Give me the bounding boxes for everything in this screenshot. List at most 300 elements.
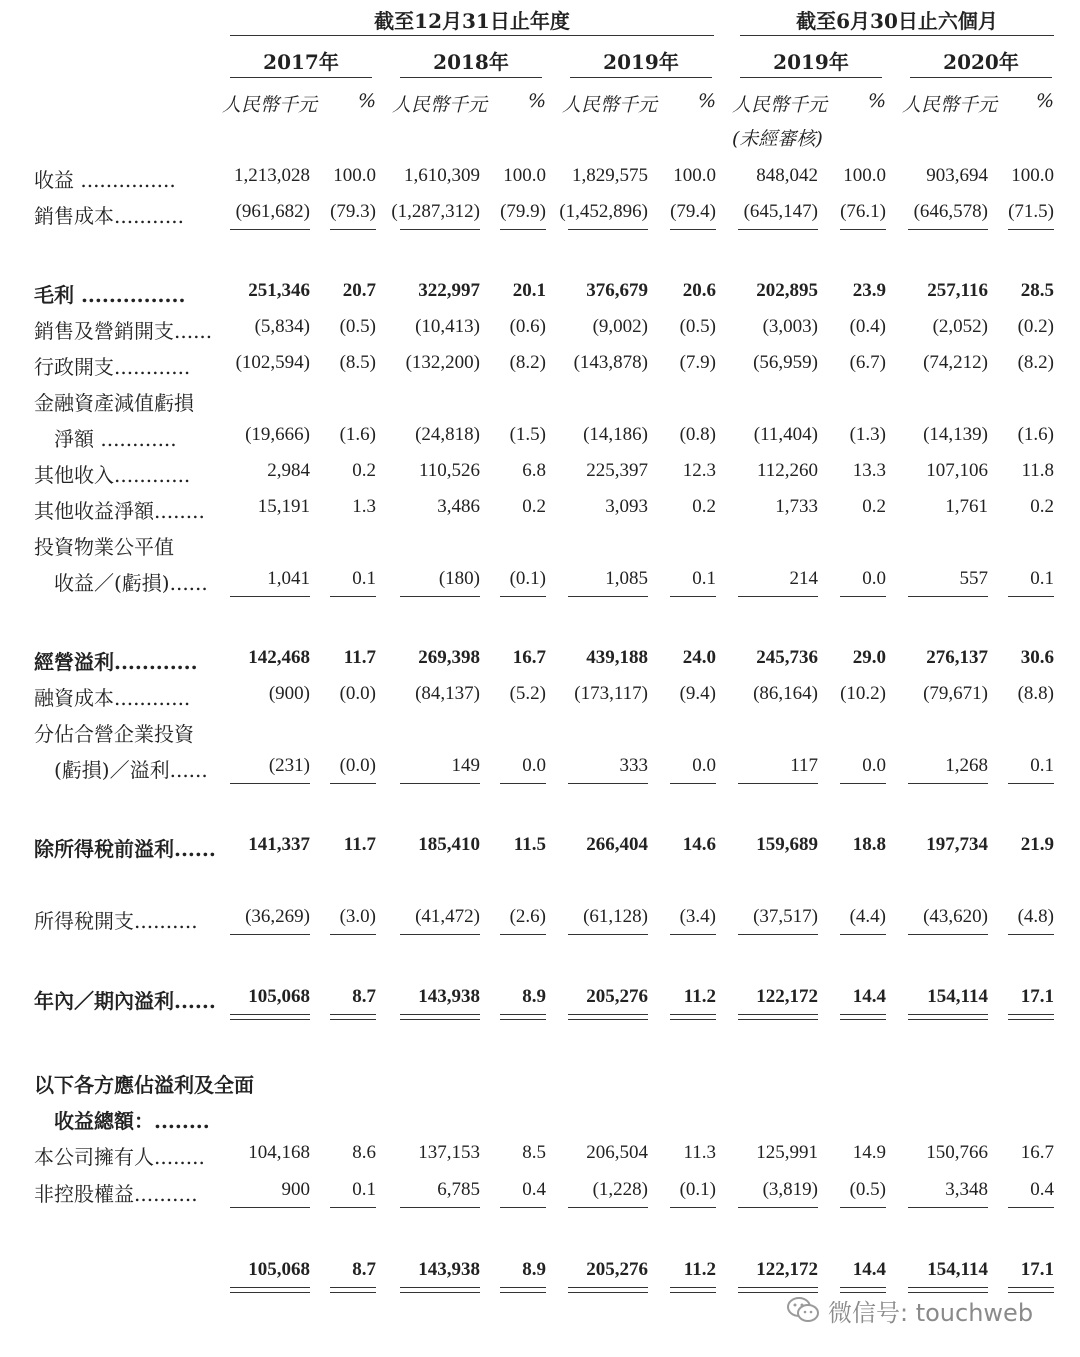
cell-percent: 100.0 [673,165,716,186]
row-label: 行政開支............ [34,355,191,379]
subtotal-rule [500,783,546,784]
cell-percent: 14.6 [682,834,716,855]
total-double-rule [840,1014,886,1015]
cell-amount: 112,260 [756,460,818,481]
total-double-rule [330,1019,376,1020]
total-double-rule [500,1287,546,1288]
cell-amount: 557 [959,568,988,589]
cell-amount: 439,188 [586,647,648,668]
cell-percent: 0.1 [1030,568,1054,589]
unit-amount-header: 人民幣千元 [732,94,828,116]
cell-percent: (3.0) [339,906,376,927]
cell-percent: (7.9) [679,352,716,373]
cell-percent: 11.7 [343,647,376,668]
subtotal-rule [670,783,716,784]
subtotal-rule [568,596,648,597]
total-double-rule [670,1019,716,1020]
cell-amount: 154,114 [927,986,988,1007]
cell-percent: (79.9) [500,201,546,222]
cell-percent: (0.2) [1017,316,1054,337]
cell-amount: 322,997 [418,280,480,301]
cell-amount: 110,526 [418,460,480,481]
cell-amount: 276,137 [926,647,988,668]
cell-percent: 11.3 [683,1142,716,1163]
cell-percent: (10.2) [840,683,886,704]
cell-amount: 143,938 [418,986,480,1007]
cell-percent: 0.0 [522,755,546,776]
cell-amount: 1,041 [267,568,310,589]
cell-percent: (0.5) [679,316,716,337]
cell-amount: (56,959) [753,352,818,373]
cell-percent: (76.1) [840,201,886,222]
total-double-rule [230,1292,310,1293]
cell-amount: 1,085 [605,568,648,589]
cell-percent: (9.4) [679,683,716,704]
total-double-rule [330,1014,376,1015]
subtotal-rule [1008,783,1054,784]
cell-amount: (961,682) [235,201,310,222]
subtotal-rule [400,596,480,597]
cell-amount: 257,116 [927,280,988,301]
cell-amount: 197,734 [926,834,988,855]
total-double-rule [670,1287,716,1288]
row-label: 收益總額：........ [34,1109,210,1133]
cell-percent: (0.1) [679,1179,716,1200]
cell-percent: 100.0 [333,165,376,186]
cell-amount: 125,991 [756,1142,818,1163]
subtotal-rule [230,934,310,935]
cell-percent: 29.0 [852,647,886,668]
total-double-rule [568,1014,648,1015]
subtotal-rule [1008,229,1054,230]
total-double-rule [400,1287,480,1288]
subtotal-rule [670,229,716,230]
cell-percent: (79.3) [330,201,376,222]
cell-percent: 0.2 [862,496,886,517]
cell-amount: (74,212) [923,352,988,373]
cell-percent: 8.5 [522,1142,546,1163]
row-label: 所得稅開支.......... [34,909,198,933]
cell-amount: (10,413) [415,316,480,337]
year-header: 2019年 [773,50,849,74]
subtotal-rule [840,596,886,597]
cell-amount: 202,895 [756,280,818,301]
cell-amount: (79,671) [923,683,988,704]
subtotal-rule [400,783,480,784]
unaudited-note: (未經審核) [732,128,823,150]
cell-amount: 107,106 [926,460,988,481]
total-double-rule [670,1292,716,1293]
cell-percent: (1.6) [339,424,376,445]
subtotal-rule [670,934,716,935]
year-header-underline [570,77,712,78]
subtotal-rule [568,783,648,784]
year-header-underline [230,77,372,78]
subtotal-rule [840,229,886,230]
cell-percent: 24.0 [682,647,716,668]
total-double-rule [840,1019,886,1020]
group-header-annual-underline [230,35,714,36]
cell-amount: 142,468 [248,647,310,668]
cell-percent: 11.5 [513,834,546,855]
cell-amount: (14,139) [923,424,988,445]
row-label: (虧損)／溢利...... [34,758,208,782]
cell-percent: 0.4 [1030,1179,1054,1200]
subtotal-rule [1008,596,1054,597]
row-label: 非控股權益.......... [34,1182,198,1206]
cell-percent: (2.6) [509,906,546,927]
cell-percent: (0.4) [849,316,886,337]
year-header-underline [910,77,1052,78]
cell-percent: 0.0 [692,755,716,776]
cell-percent: 0.2 [1030,496,1054,517]
subtotal-rule [400,1207,480,1208]
subtotal-rule [330,934,376,935]
wechat-icon [786,1295,820,1325]
cell-amount: 225,397 [586,460,648,481]
cell-amount: 149 [451,755,480,776]
cell-percent: 11.2 [683,1259,716,1280]
year-header-underline [400,77,542,78]
row-label: 本公司擁有人........ [34,1145,205,1169]
total-double-rule [400,1019,480,1020]
cell-percent: 17.1 [1020,1259,1054,1280]
row-label: 以下各方應佔溢利及全面 [34,1073,254,1097]
cell-amount: 122,172 [756,986,818,1007]
cell-percent: (1.6) [1017,424,1054,445]
cell-amount: 1,213,028 [234,165,310,186]
row-label: 年內／期內溢利...... [34,989,216,1013]
cell-percent: 0.1 [352,568,376,589]
cell-percent: (8.8) [1017,683,1054,704]
total-double-rule [568,1019,648,1020]
cell-percent: 100.0 [1011,165,1054,186]
cell-percent: 0.2 [692,496,716,517]
cell-amount: (132,200) [405,352,480,373]
total-double-rule [500,1014,546,1015]
row-label: 金融資產減值虧損 [34,391,194,415]
cell-amount: 185,410 [418,834,480,855]
row-label: 融資成本............ [34,686,191,710]
total-double-rule [908,1287,988,1288]
subtotal-rule [670,1207,716,1208]
cell-percent: 0.1 [352,1179,376,1200]
cell-amount: 1,268 [945,755,988,776]
unit-amount-header: 人民幣千元 [562,94,658,116]
subtotal-rule [230,783,310,784]
cell-amount: 251,346 [248,280,310,301]
cell-percent: (6.7) [849,352,886,373]
subtotal-rule [330,783,376,784]
cell-amount: 117 [790,755,818,776]
row-label: 經營溢利............ [34,650,198,674]
cell-percent: 100.0 [503,165,546,186]
subtotal-rule [908,596,988,597]
cell-amount: (173,117) [574,683,648,704]
subtotal-rule [400,229,480,230]
cell-amount: (24,818) [415,424,480,445]
total-double-rule [738,1287,818,1288]
group-header-half: 截至6月30日止六個月 [796,9,998,33]
cell-percent: 8.9 [522,1259,546,1280]
total-double-rule [230,1287,310,1288]
row-label: 投資物業公平值 [34,535,174,559]
cell-percent: 8.6 [352,1142,376,1163]
total-double-rule [230,1019,310,1020]
cell-percent: 14.9 [852,1142,886,1163]
subtotal-rule [1008,934,1054,935]
unit-percent-header: % [527,90,546,112]
cell-amount: 3,093 [605,496,648,517]
cell-amount: (1,287,312) [391,201,480,222]
cell-amount: 205,276 [586,1259,648,1280]
subtotal-rule [400,934,480,935]
total-double-rule [840,1287,886,1288]
cell-percent: (1.5) [509,424,546,445]
cell-amount: 1,733 [775,496,818,517]
cell-amount: 3,348 [945,1179,988,1200]
total-double-rule [670,1014,716,1015]
cell-percent: 8.7 [352,1259,376,1280]
group-header-half-underline [740,35,1054,36]
cell-percent: 11.2 [683,986,716,1007]
cell-percent: 16.7 [1020,1142,1054,1163]
unit-amount-header: 人民幣千元 [392,94,488,116]
subtotal-rule [568,229,648,230]
cell-percent: 20.7 [342,280,376,301]
subtotal-rule [908,783,988,784]
cell-amount: (36,269) [245,906,310,927]
subtotal-rule [230,229,310,230]
total-double-rule [908,1019,988,1020]
total-double-rule [738,1014,818,1015]
subtotal-rule [908,229,988,230]
total-double-rule [568,1292,648,1293]
group-header-annual: 截至12月31日止年度 [374,9,570,33]
cell-percent: (79.4) [670,201,716,222]
cell-amount: 900 [281,1179,310,1200]
cell-percent: (0.5) [849,1179,886,1200]
cell-percent: (0.1) [509,568,546,589]
cell-percent: 8.7 [352,986,376,1007]
subtotal-rule [230,1207,310,1208]
row-label: 分佔合營企業投資 [34,722,194,746]
cell-percent: 8.9 [522,986,546,1007]
cell-amount: (102,594) [235,352,310,373]
cell-percent: (0.5) [339,316,376,337]
cell-amount: 205,276 [586,986,648,1007]
cell-amount: 150,766 [926,1142,988,1163]
cell-percent: 14.4 [852,986,886,1007]
cell-percent: (8.5) [339,352,376,373]
cell-percent: 16.7 [512,647,546,668]
cell-amount: (43,620) [923,906,988,927]
cell-amount: (2,052) [932,316,988,337]
unit-percent-header: % [697,90,716,112]
cell-amount: 214 [789,568,818,589]
cell-amount: 1,761 [945,496,988,517]
subtotal-rule [670,596,716,597]
cell-amount: 206,504 [586,1142,648,1163]
subtotal-rule [738,934,818,935]
cell-amount: 122,172 [756,1259,818,1280]
cell-amount: 266,404 [586,834,648,855]
cell-amount: (180) [438,568,480,589]
cell-percent: 14.4 [852,1259,886,1280]
cell-amount: (1,228) [592,1179,648,1200]
total-double-rule [230,1014,310,1015]
subtotal-rule [840,1207,886,1208]
row-label: 收益／(虧損)...... [34,571,208,595]
cell-percent: (5.2) [509,683,546,704]
cell-amount: (86,164) [753,683,818,704]
cell-amount: (231) [268,755,310,776]
cell-amount: 1,829,575 [572,165,648,186]
subtotal-rule [908,934,988,935]
cell-amount: 2,984 [267,460,310,481]
row-label: 銷售成本........... [34,204,184,228]
total-double-rule [500,1019,546,1020]
cell-percent: 13.3 [852,460,886,481]
cell-amount: (37,517) [753,906,818,927]
cell-amount: 269,398 [418,647,480,668]
row-label: 其他收入............ [34,463,191,487]
cell-percent: 30.6 [1020,647,1054,668]
cell-percent: 11.8 [1021,460,1054,481]
total-double-rule [1008,1014,1054,1015]
cell-percent: (0.0) [339,683,376,704]
subtotal-rule [840,934,886,935]
cell-amount: 159,689 [756,834,818,855]
cell-amount: (84,137) [415,683,480,704]
watermark [786,1290,1056,1330]
cell-percent: 20.6 [682,280,716,301]
cell-percent: 18.8 [852,834,886,855]
cell-amount: 15,191 [257,496,310,517]
cell-percent: 0.2 [352,460,376,481]
cell-percent: (4.8) [1017,906,1054,927]
unit-percent-header: % [867,90,886,112]
cell-amount: (61,128) [583,906,648,927]
cell-amount: 104,168 [248,1142,310,1163]
year-header: 2018年 [433,50,509,74]
cell-percent: 20.1 [512,280,546,301]
cell-amount: 6,785 [437,1179,480,1200]
row-label: 其他收益淨額........ [34,499,205,523]
cell-percent: 0.4 [522,1179,546,1200]
cell-amount: 245,736 [756,647,818,668]
subtotal-rule [330,1207,376,1208]
total-double-rule [738,1019,818,1020]
row-label: 銷售及營銷開支...... [34,319,213,343]
cell-amount: 143,938 [418,1259,480,1280]
total-double-rule [908,1014,988,1015]
cell-amount: (3,819) [762,1179,818,1200]
cell-amount: 333 [619,755,648,776]
total-double-rule [500,1292,546,1293]
total-double-rule [330,1287,376,1288]
row-label: 收益 ............... [34,168,176,192]
cell-amount: (11,404) [753,424,818,445]
subtotal-rule [738,596,818,597]
unit-amount-header: 人民幣千元 [902,94,998,116]
year-header: 2020年 [943,50,1019,74]
cell-amount: (9,002) [592,316,648,337]
cell-amount: (143,878) [573,352,648,373]
cell-percent: 21.9 [1020,834,1054,855]
unit-percent-header: % [357,90,376,112]
total-double-rule [330,1292,376,1293]
cell-percent: 0.0 [862,755,886,776]
subtotal-rule [568,1207,648,1208]
cell-percent: (8.2) [1017,352,1054,373]
cell-amount: 154,114 [927,1259,988,1280]
subtotal-rule [500,229,546,230]
cell-amount: 903,694 [926,165,988,186]
subtotal-rule [1008,1207,1054,1208]
cell-percent: 1.3 [352,496,376,517]
total-double-rule [1008,1287,1054,1288]
subtotal-rule [230,596,310,597]
cell-amount: 3,486 [437,496,480,517]
cell-amount: (645,147) [743,201,818,222]
year-header: 2019年 [603,50,679,74]
subtotal-rule [840,783,886,784]
subtotal-rule [330,596,376,597]
cell-amount: 1,610,309 [404,165,480,186]
cell-amount: (646,578) [913,201,988,222]
cell-percent: 0.2 [522,496,546,517]
cell-percent: 0.0 [862,568,886,589]
cell-percent: (1.3) [849,424,886,445]
cell-amount: 848,042 [756,165,818,186]
unit-percent-header: % [1035,90,1054,112]
cell-percent: (71.5) [1008,201,1054,222]
unit-amount-header: 人民幣千元 [222,94,318,116]
cell-amount: (3,003) [762,316,818,337]
row-label: 除所得稅前溢利...... [34,837,216,861]
total-double-rule [400,1292,480,1293]
year-header-underline [740,77,882,78]
total-double-rule [1008,1019,1054,1020]
cell-amount: 105,068 [248,1259,310,1280]
cell-percent: 28.5 [1020,280,1054,301]
cell-percent: (0.6) [509,316,546,337]
watermark-text: 微信号: touchweb [828,1298,1034,1327]
cell-percent: 100.0 [843,165,886,186]
cell-amount: 376,679 [586,280,648,301]
cell-amount: (5,834) [254,316,310,337]
cell-amount: (41,472) [415,906,480,927]
cell-percent: (3.4) [679,906,716,927]
subtotal-rule [738,1207,818,1208]
cell-amount: (1,452,896) [559,201,648,222]
subtotal-rule [500,934,546,935]
cell-percent: (4.4) [849,906,886,927]
cell-amount: 141,337 [248,834,310,855]
cell-amount: (19,666) [245,424,310,445]
cell-percent: (0.8) [679,424,716,445]
subtotal-rule [738,229,818,230]
total-double-rule [568,1287,648,1288]
subtotal-rule [500,596,546,597]
cell-percent: 11.7 [343,834,376,855]
cell-amount: 105,068 [248,986,310,1007]
cell-percent: (8.2) [509,352,546,373]
cell-amount: (900) [268,683,310,704]
row-label: 淨額 ............ [34,427,177,451]
subtotal-rule [568,934,648,935]
